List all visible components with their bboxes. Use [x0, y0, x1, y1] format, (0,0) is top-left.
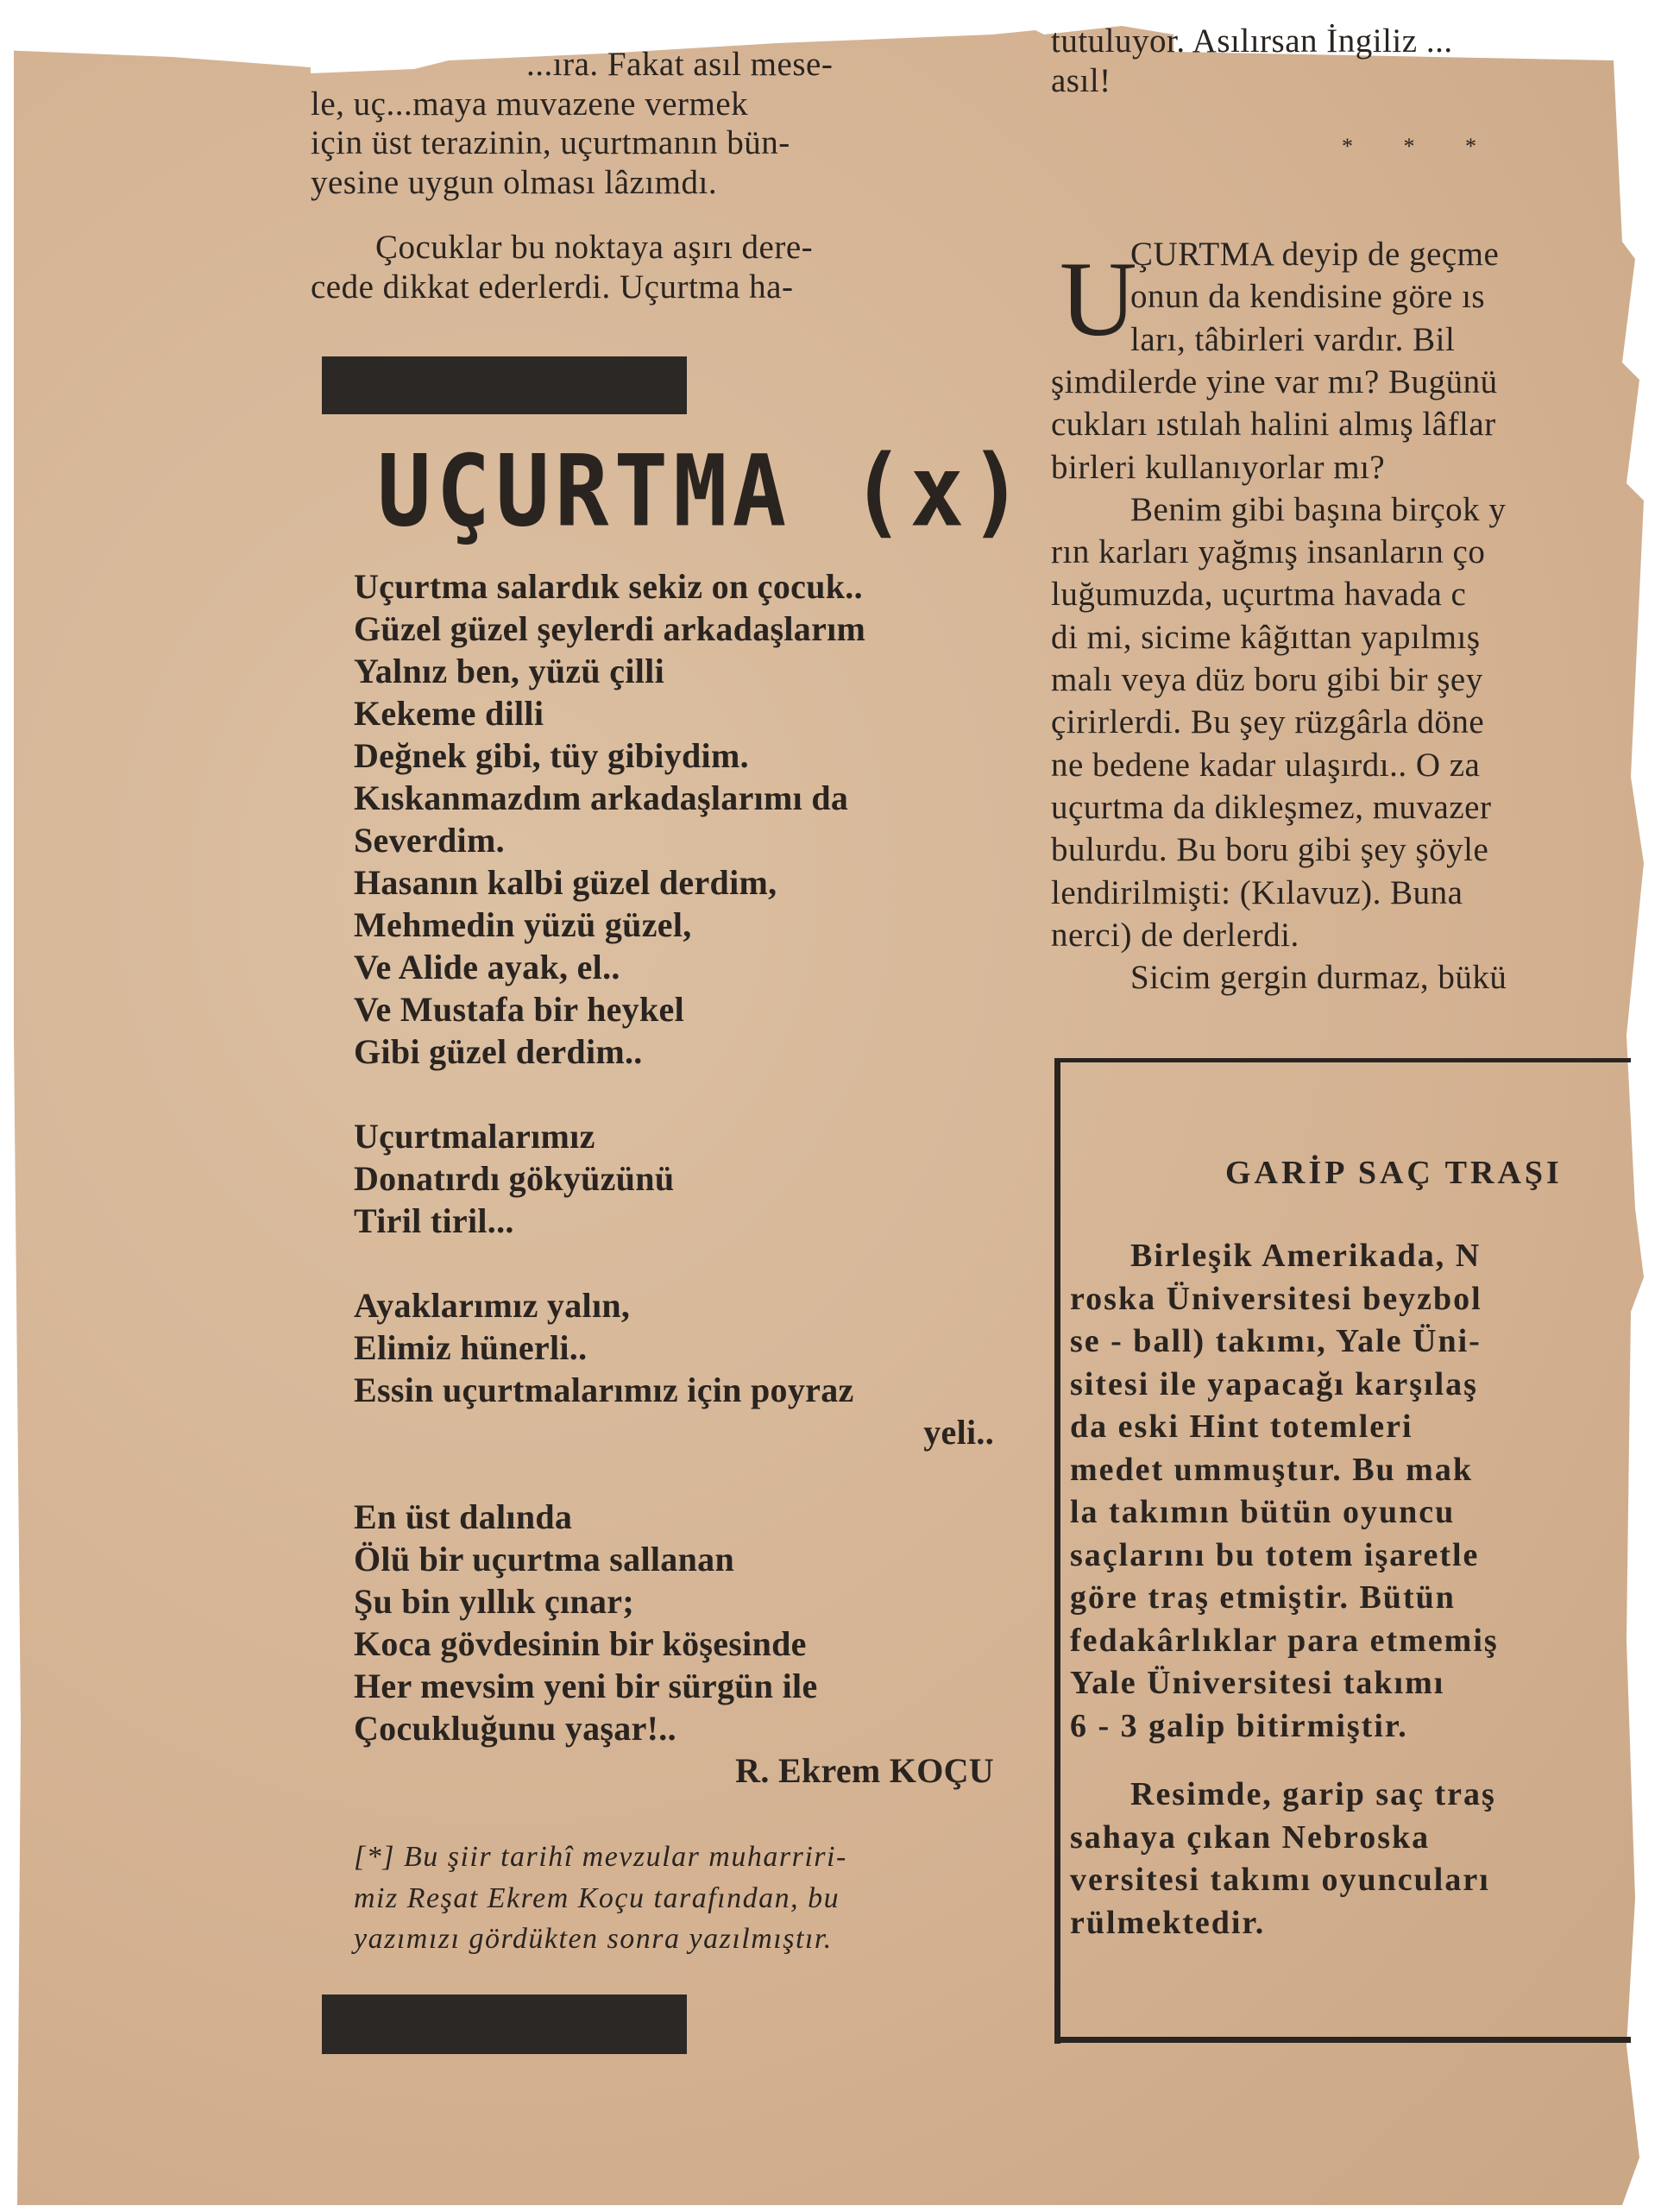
text-line: ları, tâbirleri vardır. Bil	[1130, 320, 1456, 358]
box-border-left	[1054, 1060, 1060, 2044]
box-text-line: versitesi takımı oyuncuları	[1070, 1862, 1490, 1898]
poem-line: Uçurtma salardık sekiz on çocuk..	[354, 567, 863, 606]
poem-line: Her mevsim yeni bir sürgün ile	[354, 1667, 818, 1705]
poem-line: Essin uçurtmalarımız için poyraz	[354, 1371, 854, 1409]
poem-line: Severdim.	[354, 821, 505, 860]
text-line: ...ıra. Fakat asıl mese-	[526, 46, 834, 83]
box-text-line: rülmektedir.	[1070, 1904, 1266, 1941]
text-line: le, uç...maya muvazene vermek	[311, 85, 749, 123]
box-text-line: saçlarını bu totem işaretle	[1070, 1536, 1480, 1573]
text-line: ÇURTMA deyip de geçme	[1130, 236, 1500, 273]
poem-line: En üst dalında	[354, 1497, 573, 1536]
text-line: lendirilmişti: (Kılavuz). Buna	[1051, 873, 1463, 911]
poem-line: Koca gövdesinin bir köşesinde	[354, 1624, 807, 1663]
poem-line: Donatırdı gökyüzünü	[354, 1159, 675, 1198]
left-article-text	[311, 46, 1001, 306]
box-text-line: roska Üniversitesi beyzbol	[1070, 1280, 1482, 1317]
right-top-text	[1051, 24, 1612, 119]
footnote	[354, 1843, 1010, 1972]
poem-title: UÇURTMA (x)	[377, 432, 1029, 550]
text-line: Çocuklar bu noktaya aşırı dere-	[375, 229, 814, 266]
text-line: nerci) de derlerdi.	[1051, 916, 1299, 954]
text-line: Benim gibi başına birçok y	[1130, 490, 1507, 528]
footnote-line: miz Reşat Ekrem Koçu tarafından, bu	[354, 1881, 840, 1914]
poem-line: Gibi güzel derdim..	[354, 1032, 643, 1071]
footnote-line: yazımızı gördükten sonra yazılmıştır.	[354, 1923, 833, 1955]
poem-line: Tiril tiril...	[354, 1201, 514, 1240]
footnote-line: [*] Bu şiir tarihî mevzular muharriri-	[354, 1841, 847, 1873]
box-text-line: da eski Hint totemleri	[1070, 1408, 1413, 1445]
text-line: tutuluyor. Asılırsan İngiliz ...	[1051, 22, 1453, 60]
box-text-line: sitesi ile yapacağı karşılaş	[1070, 1365, 1478, 1402]
text-line: ne bedene kadar ulaşırdı.. O za	[1051, 746, 1481, 784]
box-text-line: se - ball) takımı, Yale Üni-	[1070, 1323, 1482, 1359]
poem-line: R. Ekrem KOÇU	[735, 1751, 994, 1790]
text-line: çirirlerdi. Bu şey rüzgârla döne	[1051, 703, 1485, 741]
section-separator: * * *	[1342, 134, 1499, 159]
poem-body	[354, 552, 1010, 1812]
box-text-line: medet ummuştur. Bu mak	[1070, 1451, 1473, 1488]
text-line: bulurdu. Bu boru gibi şey şöyle	[1051, 831, 1489, 869]
poem-line: yeli..	[923, 1413, 994, 1452]
text-line: di mi, sicime kâğıttan yapılmış	[1051, 618, 1481, 656]
text-line: luğumuzda, uçurtma havada c	[1051, 576, 1467, 614]
text-line: asıl!	[1051, 62, 1111, 99]
text-line: rın karları yağmış insanların ço	[1051, 533, 1486, 571]
text-line: yesine uygun olması lâzımdı.	[311, 163, 718, 201]
box-text-line: sahaya çıkan Nebroska	[1070, 1818, 1431, 1856]
poem-line: Yalnız ben, yüzü çilli	[354, 652, 664, 690]
box-text-line: göre traş etmiştir. Bütün	[1070, 1579, 1456, 1616]
text-line: cede dikkat ederlerdi. Uçurtma ha-	[311, 268, 794, 306]
text-line: malı veya düz boru gibi bir şey	[1051, 661, 1483, 698]
poem-line: Elimiz hünerli..	[354, 1328, 588, 1367]
poem-line: Ve Mustafa bir heykel	[354, 990, 684, 1029]
text-line: uçurtma da dikleşmez, muvazer	[1051, 788, 1492, 826]
box-text-line: Resimde, garip saç traş	[1130, 1776, 1496, 1812]
poem-line: Mehmedin yüzü güzel,	[354, 905, 692, 944]
text-line: şimdilerde yine var mı? Bugünü	[1051, 362, 1498, 400]
poem-line: Hasanın kalbi güzel derdim,	[354, 863, 777, 902]
box-text-line: la takımın bütün oyuncu	[1070, 1494, 1456, 1530]
poem-line: Ve Alide ayak, el..	[354, 948, 620, 986]
poem-line: Ayaklarımız yalın,	[354, 1286, 631, 1325]
text-line: onun da kendisine göre ıs	[1130, 278, 1486, 316]
poem-line: Ölü bir uçurtma sallanan	[354, 1540, 734, 1579]
poem-line: Şu bin yıllık çınar;	[354, 1582, 634, 1621]
decorative-bar-top	[322, 356, 687, 414]
box-border-bottom	[1054, 2037, 1631, 2043]
poem-line: Kıskanmazdım arkadaşlarımı da	[354, 778, 849, 817]
garip-sac-trasi-box	[1070, 1122, 1631, 2002]
text-line: Sicim gergin durmaz, bükü	[1130, 959, 1507, 997]
box-text-line: Birleşik Amerikada, N	[1130, 1238, 1482, 1274]
drop-cap: U	[1060, 240, 1137, 358]
right-article-text	[1051, 224, 1631, 1018]
text-line: cukları ıstılah halini almış lâflar	[1051, 406, 1496, 444]
box-text-line: fedakârlıklar para etmemiş	[1070, 1622, 1499, 1659]
box-border-top	[1054, 1058, 1631, 1062]
poem-line: Kekeme dilli	[354, 694, 544, 733]
box-text-line: Yale Üniversitesi takımı	[1070, 1665, 1445, 1701]
poem-line: Çocukluğunu yaşar!..	[354, 1709, 676, 1748]
box-title: GARİP SAÇ TRAŞI	[1225, 1155, 1563, 1191]
box-text-line: 6 - 3 galip bitirmiştir.	[1070, 1707, 1408, 1744]
poem-line: Değnek gibi, tüy gibiydim.	[354, 736, 749, 775]
poem-line: Güzel güzel şeylerdi arkadaşlarım	[354, 609, 866, 648]
text-line: için üst terazinin, uçurtmanın bün-	[311, 124, 790, 161]
text-line: birleri kullanıyorlar mı?	[1051, 448, 1386, 486]
decorative-bar-bottom	[322, 1995, 687, 2054]
poem-line: Uçurtmalarımız	[354, 1117, 595, 1156]
